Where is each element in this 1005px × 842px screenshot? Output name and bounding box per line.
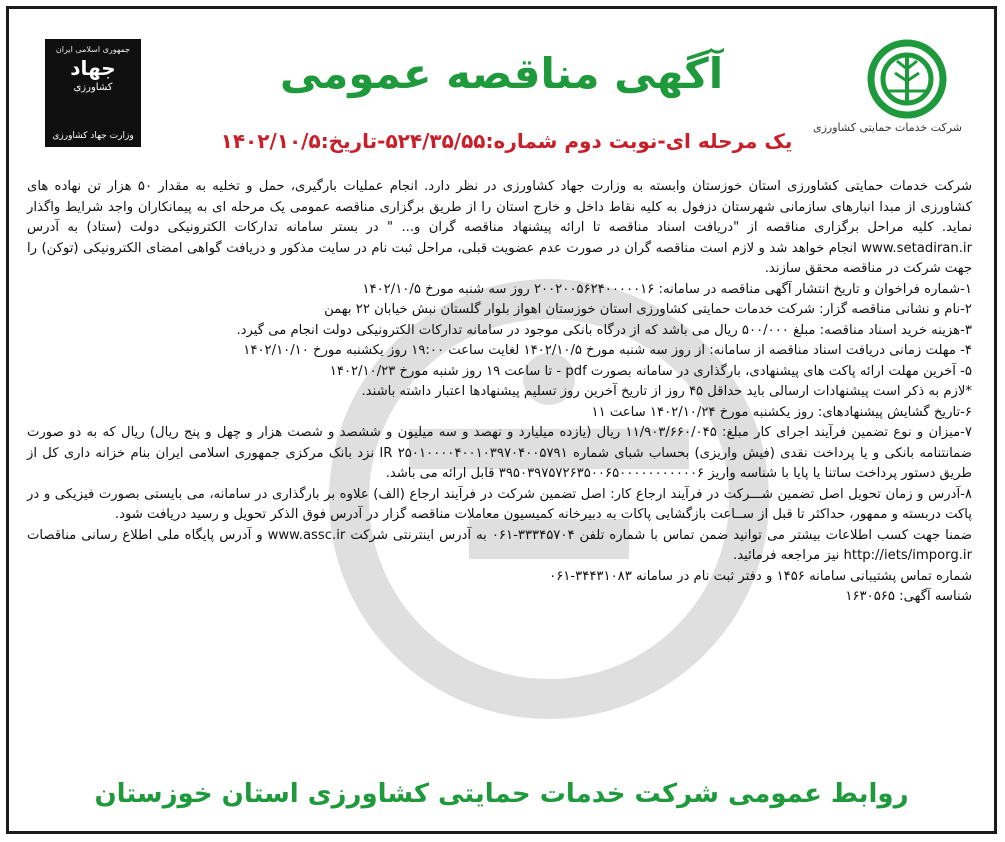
advertisement-frame	[6, 6, 997, 834]
ministry-logo-sub: کشاورزی	[73, 82, 113, 93]
support-line: شماره تماس پشتیبانی سامانه ۱۴۵۶ و دفتر ثبت نام در سامانه ۳۴۴۳۱۰۸۳-۰۶۱	[549, 568, 972, 584]
tender-number-line: یک مرحله ای-نوبت دوم شماره:۵۲۴/۳۵/۵۵-تاریخ:۱۴۰۲/۱۰/۵	[220, 129, 793, 153]
ministry-logo-top: جمهوری اسلامی ایران	[55, 45, 131, 54]
item-2: ۲-نام و نشانی مناقصه گزار: شرکت خدمات حمایتی کشاورزی استان خوزستان اهواز بلوار گلستان نبش خیابان ۲۲ بهمن	[324, 302, 972, 317]
ministry-logo-main: جهاد	[70, 56, 116, 80]
announcement-body	[27, 177, 972, 608]
intro-paragraph: شرکت خدمات حمایتی کشاورزی استان خوزستان وابسته به وزارت جهاد کشاورزی در نظر دارد. انجام عملیات بارگیری، حمل و تخلیه به مقدار ۵۰ هزار تن نهاده های کشاورزی از مبدا انبارهای سازمانی شهرستان دزفول به کلیه نقاط داخل و خارج استان را از طریق برگزاری مناقصه عمومی یک مرحله ای به پیمانکاران واجد شرایط واگذار نماید. کلیه مراحل برگزاری مناقصه از "دریافت اسناد مناقصه تا ارائه پیشنهاد مناقصه گران و... " در بستر سامانه تدارکات الکترونیکی دولت (ستاد) به آدرس www.setadiran.ir انجام خواهد شد و لازم است مناقصه گران در صورت عدم عضویت قبلی، مراحل ثبت نام در سایت مذکور و دریافت گواهی امضای الکترونیکی (توکن) را جهت شرکت در مناقصه محقق سازند.	[27, 179, 972, 276]
item-7: ۷-میزان و نوع تضمین فرآیند اجرای کار مبلغ: ۱۱/۹۰۳/۶۶۰/۰۴۵ ریال (یازده میلیارد و نهصد و سه میلیون و ششصد و شصت هزار و چهل و پنج ریال) ریال که به دو صورت ضمانتنامه بانکی و یا پرداخت نقدی (فیش واریزی) بحساب شبای شماره IR ۲۵۰۱۰۰۰۰۴۰۰۱۰۳۹۷۰۴۰۰۵۷۹۱ نزد بانک مرکزی جمهوری اسلامی ایران بنام خزانه داری کل از طریق دستور پرداخت ساتنا یا پایا با شناسه واریز ۳۹۵۰۳۹۷۵۷۲۶۳۵۰۰۶۵۰۰۰۰۰۰۰۰۰۰۰۶ قابل ارائه می باشد.	[27, 425, 972, 481]
validity-note: *لازم به ذکر است پیشنهادات ارسالی باید حداقل ۴۵ روز از تاریخ آخرین روز تسلیم پیشنهادها اعتبار داشته باشند.	[361, 384, 972, 399]
item-6: ۶-تاریخ گشایش پیشنهادهای: روز یکشنبه مورخ ۱۴۰۲/۱۰/۲۴ ساعت ۱۱	[591, 404, 972, 420]
ad-id-line: شناسه آگهی: ۱۶۳۰۵۶۵	[845, 589, 972, 604]
footer-signature: روابط عمومی شرکت خدمات حمایتی کشاورزی استان خوزستان	[94, 779, 909, 809]
ministry-logo-foot: وزارت جهاد کشاورزی	[52, 131, 134, 141]
item-5: ۵- آخرین مهلت ارائه پاکت های پیشنهادی، بارگذاری در سامانه بصورت pdf - تا ساعت ۱۹ روز شنبه مورخ ۱۴۰۲/۱۰/۲۳	[329, 363, 972, 379]
item-1: ۱-شماره فراخوان و تاریخ انتشار آگهی مناقصه در سامانه: ۲۰۰۲۰۰۵۶۲۴۰۰۰۰۰۱۶ روز سه شنبه مورخ ۱۴۰۲/۱۰/۵	[362, 281, 972, 297]
item-4: ۴- مهلت زمانی دریافت اسناد مناقصه از سامانه: از روز سه شنبه مورخ ۱۴۰۲/۱۰/۵ لغایت ساعت ۱۹:۰۰ روز یکشنبه مورخ ۱۴۰۲/۱۰/۱۰	[243, 343, 972, 358]
page-title: آگهی مناقصه عمومی	[279, 49, 724, 98]
company-logo-caption: شرکت خدمات حمایتی کشاورزی	[813, 121, 962, 134]
item-3: ۳-هزینه خرید اسناد مناقصه: مبلغ ۵۰۰/۰۰۰ ریال می باشد که از درگاه بانکی موجود در سامانه تدارکات الکترونیکی دولت انجام می گیرد.	[236, 322, 972, 338]
item-8: ۸-آدرس و زمان تحویل اصل تضمین شـــرکت در فرآیند ارجاع کار: اصل تضمین شرکت در فرآیند ارجاع (الف) علاوه بر بارگذاری در سامانه، می بایستی بصورت فیزیکی و در پاکت دربسته و ممهور، حداکثر تا قبل از ســاعت بازگشایی پاکات به دبیرخانه کمیسیون معاملات مناقصه گزار در آدرس فوق الذکر تحویل و رسید دریافت شود.	[27, 486, 972, 522]
contact-paragraph: ضمنا جهت کسب اطلاعات بیشتر می توانید ضمن تماس با شماره تلفن ۳۳۳۴۵۷۰۴-۰۶۱ به آدرس اینترنتی شرکت www.assc.ir و آدرس پایگاه ملی اطلاع رسانی مناقصات http://iets/imporg.ir نیز مراجعه فرمائید.	[27, 527, 973, 563]
